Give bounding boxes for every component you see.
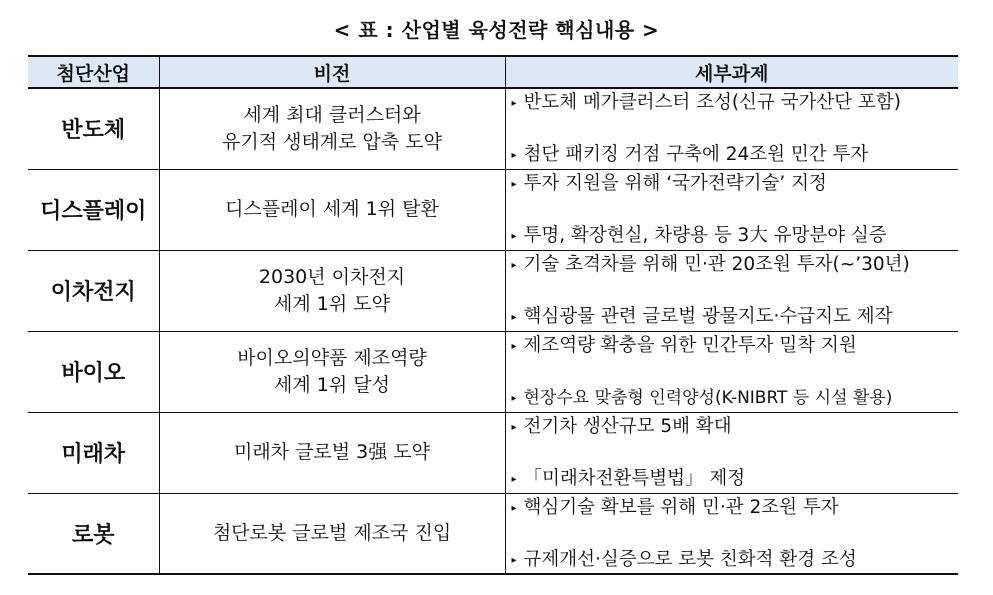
table-row [28,412,958,493]
vision-cell [159,331,505,412]
vision-cell [159,493,505,574]
task-text: 투명, 확장현실, 차량용 등 3大 유망분야 실증 [523,224,887,246]
bullet-icon: ▸ [511,311,517,323]
bullet-icon: ▸ [511,392,517,404]
vision-line: 디스플레이 세계 1위 탈환 [225,198,439,220]
vision-cell [159,250,505,331]
task-text: 제조역량 확충을 위한 민간투자 밀착 지원 [523,334,857,356]
header-industry: 첨단산업 [28,56,159,88]
bullet-icon: ▸ [511,178,517,190]
task-text: 핵심기술 확보를 위해 민·관 2조원 투자 [523,496,839,518]
task-item [512,467,955,491]
bullet-icon: ▸ [511,502,517,514]
task-item [512,305,955,329]
task-text: 첨단 패키징 거점 구축에 24조원 민간 투자 [523,144,869,165]
task-text: 규제개선·실증으로 로봇 친화적 환경 조성 [523,548,857,570]
table-row [28,88,958,169]
tasks-cell [505,88,958,169]
vision-cell [159,169,505,250]
table-row [28,169,958,250]
task-item [512,253,955,277]
vision-line: 2030년 이차전지 [258,265,406,288]
tasks-cell [505,331,958,412]
vision-line: 미래차 글로벌 3强 도약 [233,441,431,463]
task-item [512,143,955,167]
vision-cell [159,412,505,493]
task-text: 「미래차전환특별법」 제정 [523,467,746,489]
header-row [28,56,958,88]
task-item [512,386,955,410]
task-item [512,91,955,115]
task-item [512,496,955,520]
bullet-icon: ▸ [511,473,517,485]
task-text: 핵심광물 관련 글로벌 광물지도·수급지도 제작 [523,305,893,327]
vision-line: 유기적 생태계로 압축 도약 [221,130,442,153]
table-row [28,250,958,331]
industry-cell: 로봇 [28,493,159,574]
task-text: 전기차 생산규모 5배 확대 [523,415,732,437]
table-title: < 표 : 산업별 육성전략 핵심내용 > [333,18,660,42]
table-row [28,493,958,574]
tasks-cell [505,493,958,574]
tasks-cell [505,412,958,493]
bullet-icon: ▸ [511,230,517,242]
task-item [512,415,955,439]
tasks-cell [505,169,958,250]
task-text: 기술 초격차를 위해 민·관 20조원 투자(~’30년) [523,253,910,275]
industry-cell: 이차전지 [28,250,159,331]
bullet-icon: ▸ [511,259,517,271]
task-text: 반도체 메가클러스터 조성(신규 국가산단 포함) [523,92,902,113]
tasks-cell [505,250,958,331]
task-item [512,224,955,248]
bullet-icon: ▸ [511,150,517,161]
task-text: 투자 지원을 위해 ‘국가전략기술’ 지정 [523,172,827,194]
task-item [512,334,955,358]
strategy-table [28,55,958,575]
industry-cell: 미래차 [28,412,159,493]
header-vision: 비전 [159,56,505,88]
vision-line: 첨단로봇 글로벌 제조국 진입 [212,521,452,544]
vision-line: 세계 1위 도약 [274,292,390,315]
task-text: 현장수요 맞춤형 인력양성(K-NIBRT 등 시설 활용) [523,387,893,408]
industry-cell: 반도체 [28,88,159,169]
vision-line: 세계 1위 달성 [274,373,390,396]
vision-line: 바이오의약품 제조역량 [237,346,427,369]
table-row [28,331,958,412]
vision-line: 세계 최대 클러스터와 [243,103,421,126]
task-item [512,548,955,572]
bullet-icon: ▸ [511,98,517,109]
bullet-icon: ▸ [511,340,517,352]
vision-cell [159,88,505,169]
header-tasks: 세부과제 [505,56,958,88]
industry-cell: 바이오 [28,331,159,412]
bullet-icon: ▸ [511,554,517,566]
industry-cell: 디스플레이 [28,169,159,250]
task-item [512,172,955,196]
bullet-icon: ▸ [511,421,517,433]
